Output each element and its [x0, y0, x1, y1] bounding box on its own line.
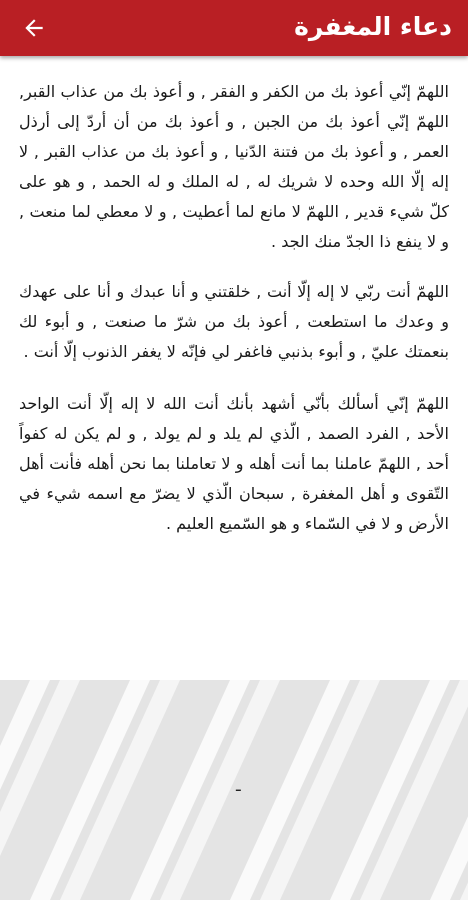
arrow-left-icon — [21, 15, 47, 41]
back-button[interactable] — [14, 8, 54, 48]
dua-paragraph: اللهمّ إنّي أعوذ بك من الكفر و الفقر , و أعوذ بك من عذاب القبر, اللهمّ إنّي أعوذ بك من الجبن , و أعوذ بك من أن أردّ إلى أرذل العمر , و أعوذ بك من فتنة الدّنيا , و أعوذ بك من عذاب القبر , لا إله إلّا الله وحده لا شريك له , له الملك و له الحمد , و هو على كلّ شيء قدير , اللهمّ لا مانع لما أعطيت , و لا معطي لما منعت , و لا ينفع ذا الجدّ منك الجد . — [19, 82, 449, 251]
background-pattern — [0, 680, 468, 900]
page-title: دعاء المغفرة — [294, 12, 452, 41]
app-bar — [0, 0, 468, 56]
footer-glyph: ـ — [236, 776, 241, 795]
dua-text-area[interactable] — [0, 56, 468, 680]
dua-paragraph: اللهمّ أنت ربّي لا إله إلّا أنت , خلقتني و أنا عبدك و أنا على عهدك و وعدك ما استطعت , أعوذ بك من شرّ ما صنعت , و أبوء لك بنعمتك عليّ , و أبوء بذنبي فاغفر لي فإنّه لا يغفر الذنوب إلّا أنت . — [19, 282, 449, 361]
dua-paragraph: اللهمّ إنّي أسألك بأنّي أشهد بأنك أنت الله لا إله إلّا أنت الواحد الأحد , الفرد الصمد , الّذي لم يلد و لم يولد , و لم يكن له كفواً أحد , اللهمّ عاملنا بما أنت أهله و لا تعاملنا بما نحن أهله فأنت أهل التّقوى و أهل المغفرة , سبحان الّذي لا يضرّ مع اسمه شيء في الأرض و لا في السّماء و هو السّميع العليم . — [19, 394, 449, 533]
